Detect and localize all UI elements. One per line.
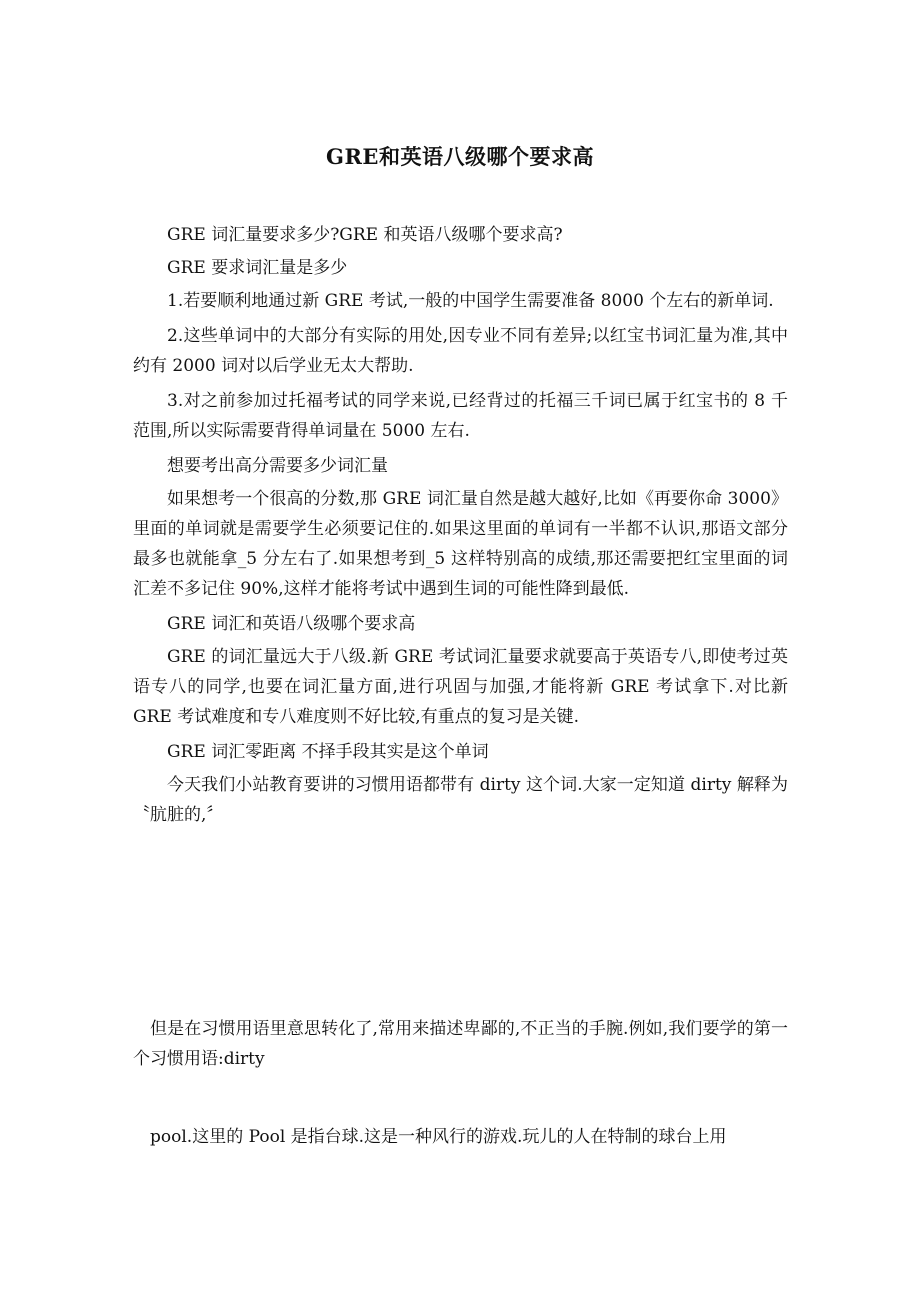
- document-title: GRE和英语八级哪个要求高: [326, 144, 594, 169]
- document-body: [133, 220, 788, 835]
- paragraph-point-3: 3.对之前参加过托福考试的同学来说,已经背过的托福三千词已属于红宝书的 8 千范围,所以实际需要背得单词量在 5000 左右.: [133, 391, 788, 441]
- paragraph-idiom-meaning: 但是在习惯用语里意思转化了,常用来描述卑鄙的,不正当的手腕.例如,我们要学的第一个习惯用语:dirty: [133, 1019, 788, 1069]
- paragraph-dirty-intro: 今天我们小站教育要讲的习惯用语都带有 dirty 这个词.大家一定知道 dirty 解释为〝肮脏的,〞: [133, 775, 788, 825]
- section-heading-vocab-size: GRE 要求词汇量是多少: [167, 258, 348, 278]
- section-heading-comparison: GRE 词汇和英语八级哪个要求高: [167, 614, 416, 634]
- paragraph-intro-question: GRE 词汇量要求多少?GRE 和英语八级哪个要求高?: [167, 225, 563, 245]
- paragraph-point-2: 2.这些单词中的大部分有实际的用处,因专业不同有差异;以红宝书词汇量为准,其中约有 2000 词对以后学业无太大帮助.: [133, 326, 788, 376]
- paragraph-high-score: 如果想考一个很高的分数,那 GRE 词汇量自然是越大越好,比如《再要你命 3000》里面的单词就是需要学生必须要记住的.如果这里面的单词有一半都不认识,那语文部分最多也就能拿_5 分左右了.如果想考到_5 这样特别高的成绩,那还需要把红宝里面的词汇差不多记住 90%,这样才能将考试中遇到生词的可能性降到最低.: [133, 489, 788, 599]
- paragraph-point-1: 1.若要顺利地通过新 GRE 考试,一般的中国学生需要准备 8000 个左右的新单词.: [167, 291, 774, 311]
- section-heading-dirty: GRE 词汇零距离 不择手段其实是这个单词: [167, 742, 489, 762]
- paragraph-comparison: GRE 的词汇量远大于八级.新 GRE 考试词汇量要求就要高于英语专八,即使考过英语专八的同学,也要在词汇量方面,进行巩固与加强,才能将新 GRE 考试拿下.对比新 GRE 考试难度和专八难度则不好比较,有重点的复习是关键.: [133, 647, 788, 727]
- section-heading-high-score: 想要考出高分需要多少词汇量: [167, 456, 388, 476]
- paragraph-pool-description: pool.这里的 Pool 是指台球.这是一种风行的游戏.玩儿的人在特制的球台上用: [150, 1127, 727, 1147]
